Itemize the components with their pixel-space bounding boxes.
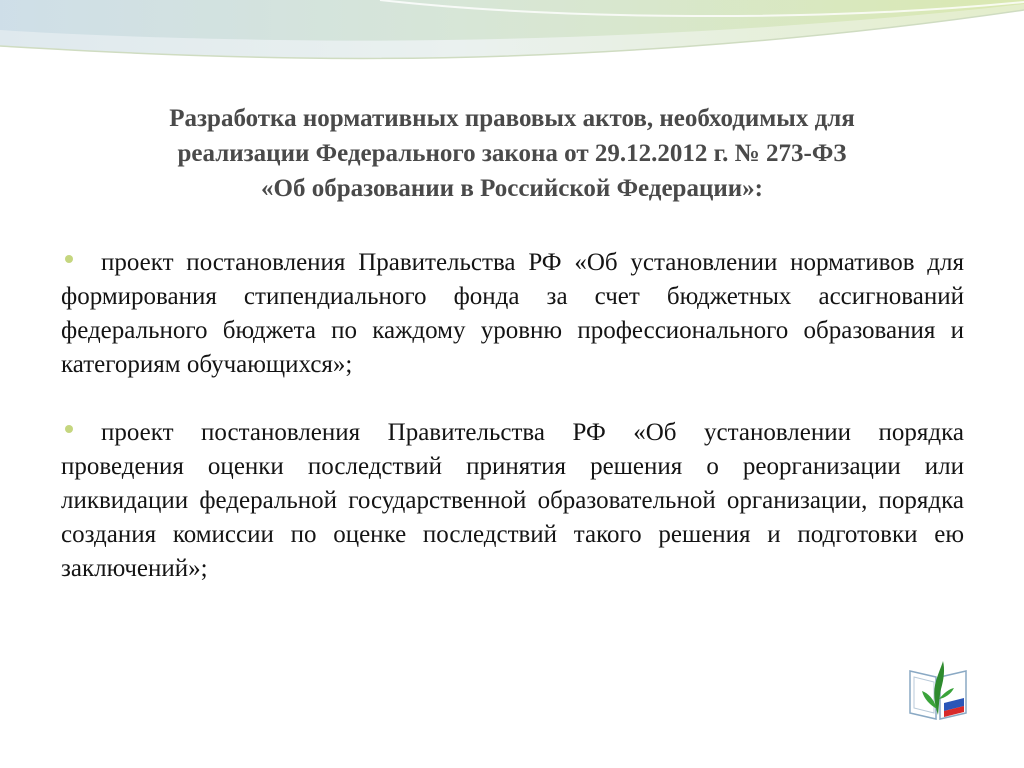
education-union-logo-icon xyxy=(906,655,970,721)
title-line: реализации Федерального закона от 29.12.2012 г. № 273-ФЗ xyxy=(177,140,847,167)
title-line: «Об образовании в Российской Федерации»: xyxy=(261,175,763,202)
list-item xyxy=(61,246,964,382)
slide-title xyxy=(90,101,934,206)
list-item xyxy=(61,416,964,586)
bullet-list xyxy=(61,246,964,586)
bullet-dot-icon xyxy=(65,425,73,433)
list-item-text: проект постановления Правительства РФ «Об установлении нормативов для формирования стипендиального фонда за счет бюджетных ассигнований федерального бюджета по каждому уровню профессионального образования и категориям обучающихся»; xyxy=(61,249,964,378)
header-wave-decoration xyxy=(0,0,1024,110)
list-item-text: проект постановления Правительства РФ «Об установлении порядка проведения оценки последствий принятия решения о реорганизации или ликвидации федеральной государственной образовательной организации, порядка создания комиссии по оценке последствий такого решения и подготовки ею заключений»; xyxy=(61,419,964,582)
title-line: Разработка нормативных правовых актов, необходимых для xyxy=(169,105,855,132)
bullet-dot-icon xyxy=(65,255,73,263)
